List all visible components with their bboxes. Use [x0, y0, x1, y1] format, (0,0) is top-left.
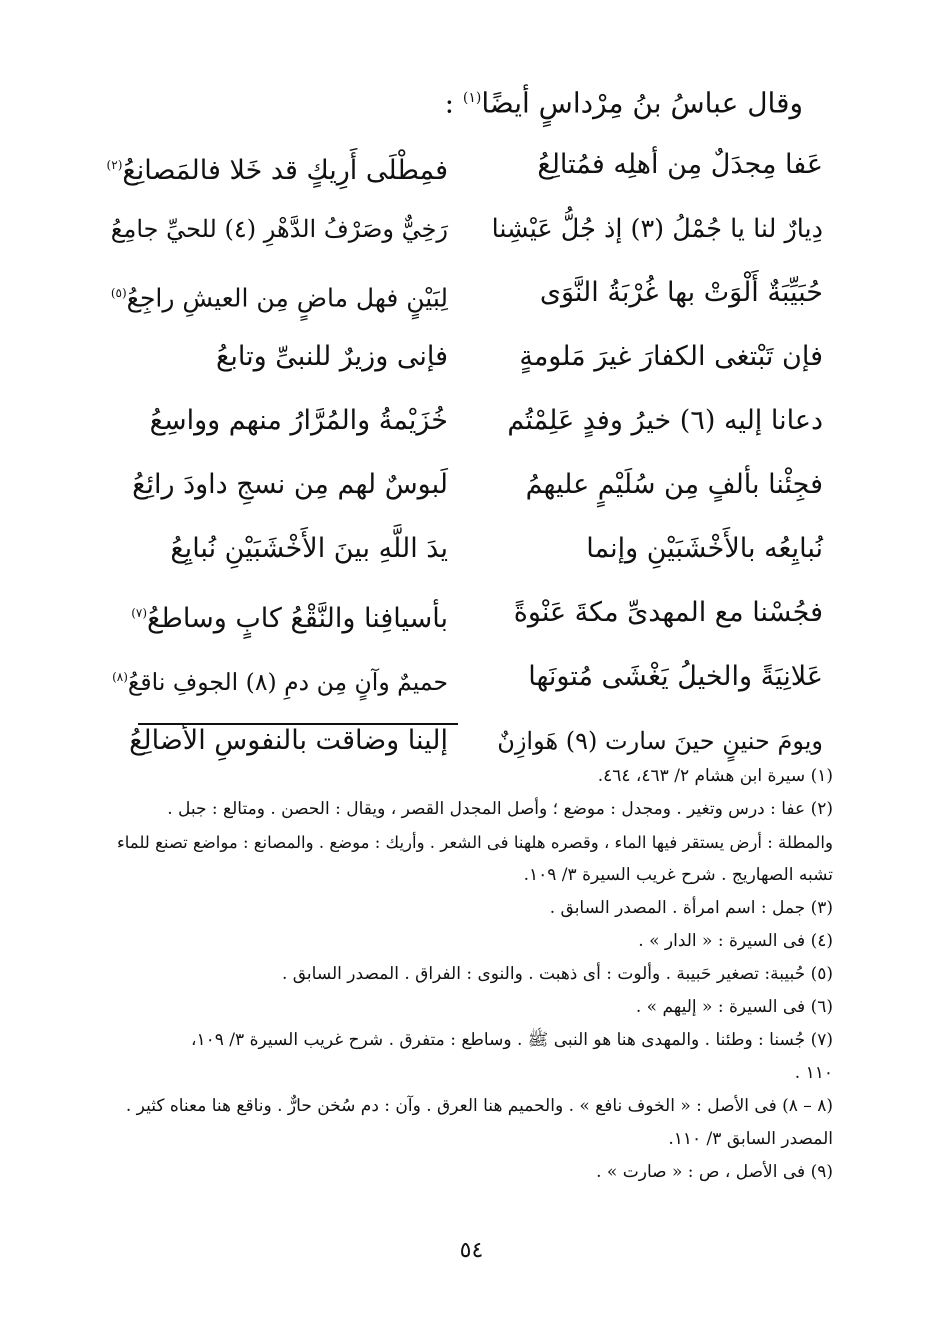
second-hemistich	[108, 652, 448, 707]
verse	[0, 268, 943, 334]
poem-introduction	[445, 78, 803, 123]
hemistich-text: حميمٌ وآنٍ مِن دمِ (٨) الجوفِ ناقعُ	[127, 667, 448, 696]
footnote-line: المصدر السابق ٣/ ١١٠.	[668, 1129, 833, 1149]
verse	[0, 396, 943, 462]
footnote-line: (٦) فى السيرة : « إليهم » .	[635, 997, 833, 1017]
verse	[0, 524, 943, 590]
first-hemistich: فإن تَبْتغى الكفارَ غيرَ مَلومةٍ	[519, 341, 823, 372]
footnote-marker: (٢)	[106, 158, 123, 172]
verse	[0, 588, 943, 654]
page-number: ٥٤	[459, 1238, 484, 1263]
footnote-separator	[138, 723, 458, 725]
second-hemistich: لَبوسٌ لهم مِن نسجِ داودَ رائِعُ	[132, 469, 448, 500]
intro-text: وقال عباسُ بنُ مِرْداسٍ أيضًا	[481, 86, 803, 120]
hemistich-text: بأسيافِنا والنَّقْعُ كابٍ وساطعُ	[147, 603, 448, 634]
first-hemistich: عَلانِيَةً والخيلُ يَغْشَى مُتونَها	[528, 661, 823, 692]
footnote-marker: (٧)	[131, 606, 148, 620]
intro-colon: :	[444, 86, 454, 120]
second-hemistich	[108, 588, 448, 644]
verse	[0, 460, 943, 526]
footnote-line: (٧) جُسنا : وطئنا . والمهدى هنا هو النبى ﷺ . وساطع : متفرق . شرح غريب السيرة ٣/ ١٠٩،	[191, 1030, 833, 1050]
second-hemistich	[108, 140, 448, 196]
first-hemistich: فجُسْنا مع المهدىِّ مكةَ عَنْوةً	[513, 597, 823, 628]
hemistich-text: فمِطْلَى أَرِيكٍ قد خَلا فالمَصانِعُ	[122, 155, 448, 186]
first-hemistich: دعانا إليه (٦) خيرُ وفدٍ عَلِمْتُم	[507, 405, 823, 436]
first-hemistich: فجِئْنا بألفٍ مِن سُلَيْمٍ عليهمُ	[525, 469, 823, 500]
footnote-marker: (٨)	[112, 670, 128, 684]
footnotes	[113, 760, 833, 1189]
second-hemistich: يدَ اللَّهِ بينَ الأَخْشَبَيْنِ نُبايِعُ	[170, 533, 448, 564]
footnote-line: (٣) جمل : اسم امرأة . المصدر السابق .	[549, 898, 833, 918]
second-hemistich	[108, 268, 448, 323]
footnote-line: (٨ – ٨) فى الأصل : « الخوف نافع » . والحميم هنا العرق . وآن : دم سُخن حارٌّ . وناقع هنا معناه كثير .	[125, 1096, 833, 1116]
first-hemistich: عَفا مِجدَلٌ مِن أهلِه فمُتالِعُ	[537, 149, 823, 180]
second-hemistich: خُزَيْمةُ والمُرَّارُ منهم وواسِعُ	[149, 405, 448, 436]
footnote-line: (٥) حُبيبة: تصغير حَبيبة . وألوت : أى ذهبت . والنوى : الفراق . المصدر السابق .	[281, 964, 833, 984]
second-hemistich: إلينا وضاقت بالنفوسِ الأضالِعُ	[129, 725, 448, 756]
intro-footnote-marker: (١)	[462, 90, 482, 106]
footnote-line: تشبه الصهاريج . شرح غريب السيرة ٣/ ١٠٩.	[523, 865, 833, 885]
footnote-line: (٢) عفا : درس وتغير . ومجدل : موضع ؛ وأصل المجدل القصر ، ويقال : الحصن . ومتالع : جبل .	[167, 799, 833, 819]
first-hemistich: نُبايِعُه بالأَخْشَبَيْنِ وإنما	[586, 533, 823, 564]
footnote-marker: (٥)	[110, 286, 127, 300]
verse	[0, 140, 943, 206]
verse	[0, 652, 943, 718]
first-hemistich: حُبَيِّبَةٌ أَلْوَتْ بها غُرْبَةُ النَّوَى	[539, 277, 823, 308]
second-hemistich: فإنى وزيرٌ للنبىِّ وتابعُ	[215, 341, 448, 372]
footnote-line: (٤) فى السيرة : « الدار » .	[638, 931, 833, 951]
footnote-line: (١) سيرة ابن هشام ٢/ ٤٦٣، ٤٦٤.	[597, 766, 833, 786]
footnote-line: والمطلة : أرض يستقر فيها الماء ، وقصره هلهنا فى الشعر . وأريك : موضع . والمصانع : مواضع تصنع للماء	[117, 833, 833, 852]
footnote-line: ١١٠ .	[794, 1063, 833, 1083]
verse	[0, 332, 943, 398]
verse	[0, 204, 943, 270]
second-hemistich: رَخِيٌّ وصَرْفُ الدَّهْرِ (٤) للحيِّ جامِعُ	[110, 215, 448, 243]
first-hemistich: دِيارٌ لنا يا جُمْلُ (٣) إذ جُلُّ عَيْشِنا	[491, 214, 823, 244]
footnote-line: (٩) فى الأصل ، ص : « صارت » .	[596, 1162, 833, 1182]
first-hemistich: ويومَ حنينٍ حينَ سارت (٩) هَوازِنٌ	[497, 727, 823, 755]
hemistich-text: لِبَيْنٍ فهل ماضٍ مِن العيشِ راجِعُ	[126, 283, 448, 313]
